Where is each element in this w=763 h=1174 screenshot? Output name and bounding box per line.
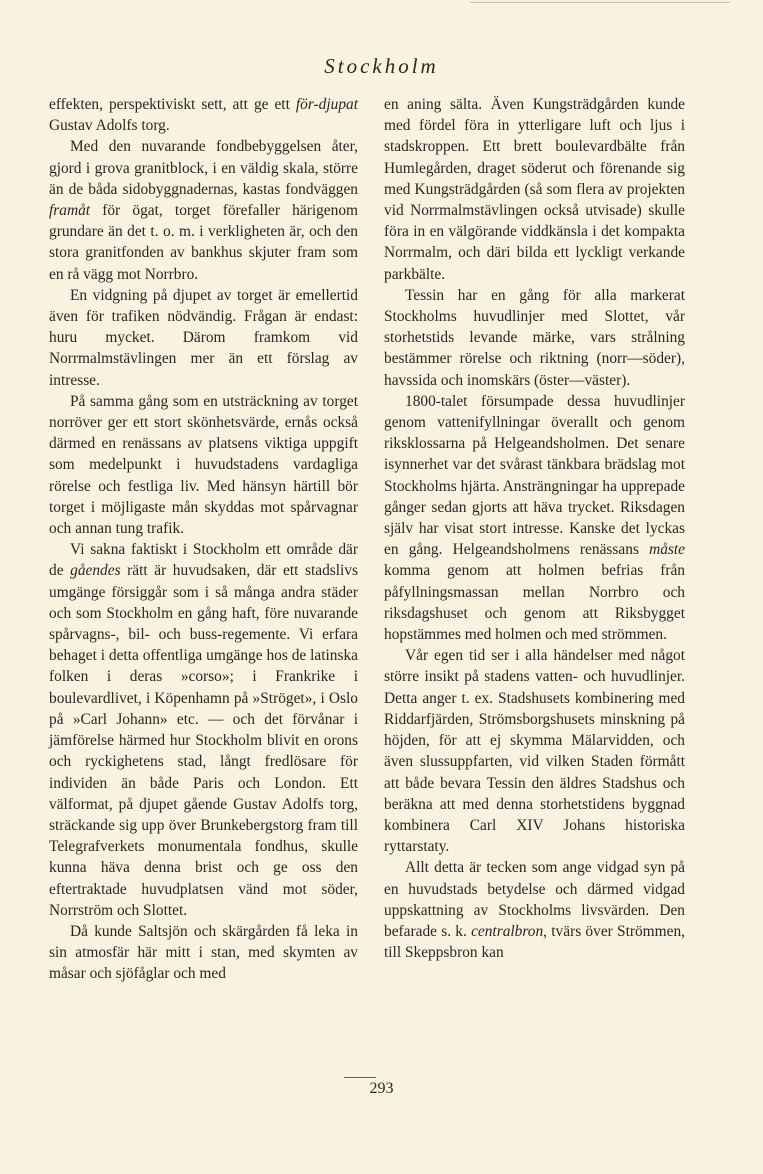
left-column: [49, 94, 358, 985]
paragraph: Med den nuvarande fondbebyggelsen åter, gjord i grova granitblock, i en väldig skala, större än de båda sidobyggnadernas, kastas fondväggen framåt för ögat, torget förefaller härigenom grundare än det t. o. m. i verkligheten är, och den stora granitfonden av bankhus skjuter fram som en rå vägg mot Norrbro.: [49, 138, 358, 283]
paragraph: effekten, perspektiviskt sett, att ge ett för-djupat Gustav Adolfs torg.: [49, 96, 358, 135]
right-column: [384, 94, 685, 963]
paragraph: Allt detta är tecken som ange vidgad syn på en huvudstads betydelse och därmed vidgad uppskattning av Stockholms livsvärden. Den befarade s. k. centralbron, tvärs över Strömmen, till Skeppsbron kan: [384, 859, 685, 962]
paragraph: Vår egen tid ser i alla händelser med något större insikt på stadens vatten- och huvudlinjer. Detta anger t. ex. Stadshusets kombinering med Riddarfjärden, Strömsborgshusets minskning på höjden, för att ej skymma Mälarvidden, och även slussuppfarten, vid vilken Staden förmått att både bevara Tessin den äldres Stadshus och beräkna att med denna storhetstidens byggnad kombinera Carl XIV Johans historiska ryttarstaty.: [384, 647, 685, 856]
paragraph: Tessin har en gång för alla markerat Stockholms huvudlinjer med Slottet, vår storhetstids levande märke, vars strålning bestämmer rörelse och riktning (norr—söder), havssida och inomskärs (öster—väster).: [384, 286, 685, 389]
running-head: Stockholm: [324, 54, 439, 78]
paragraph: Vi sakna faktiskt i Stockholm ett område där de gåendes rätt är huvudsaken, där ett stadslivs umgänge försiggår som i så många andra städer och som Stockholm en gång haft, före nuvarande spårvagns-, bil- och buss-regemente. Vi erfara behaget i detta offentliga umgänge hos de latinska folken i deras »corso»; i Frankrike i boulevardlivet, i Köpenhamn på »Ströget», i Oslo på »Carl Johann» etc. — och det förvånar i jämförelse härmed hur Stockholm blivit en orons och ryckighetens stad, långt fredlösare för individen än både Paris och London. Ett välformat, på djupet gående Gustav Adolfs torg, sträckande sig upp över Brunkebergstorg fram till Telegrafverkets monumentala fondhus, skulle kunna häva denna brist och ge oss den eftertraktade huvudplatsen vänd mot söder, Norrström och Slottet.: [49, 541, 358, 919]
page-number: 293: [369, 1080, 394, 1097]
paragraph: en aning sälta. Även Kungsträdgården kunde med fördel föra in ytterligare luft och ljus i stadskroppen. Ett brett boulevardbälte från Humlegården, draget söderut och förenande sig med Kungsträdgården (så som flera av projekten vid Norrmalmstävlingen också utvisade) skulle föra in en välgörande viddkänsla i det kompakta Norrmalm, och däri bilda ett lyckligt verkande parkbälte.: [384, 96, 685, 283]
paragraph: På samma gång som en utsträckning av torget norröver ger ett stort skönhetsvärde, ernås också därmed en renässans av platsens viktiga uppgift som medelpunkt i huvudstadens vardagliga rörelse och festliga liv. Med hänsyn härtill bör torget i möjligaste mån skyddas mot spårvagnar och annan tung trafik.: [49, 392, 358, 538]
paragraph: 1800-talet försumpade dessa huvudlinjer genom vattenifyllningar överallt och genom riksklossarna på Helgeandsholmen. Det senare isynnerhet var det svårast tänkbara brädslag mot Stockholms hjärta. Ansträngningar ha upprepade gånger sedan gjorts att häva trycket. Riksdagen själv har visat stort intresse. Kanske det lyckas en gång. Helgeandsholmens renässans måste komma genom att holmen befrias från påfyllningsmassan mellan Norrbro och riksdagshuset och genom att Riksbygget hopstämmes med holmen och med strömmen.: [384, 392, 685, 644]
paragraph: En vidgning på djupet av torget är emellertid även för trafiken nödvändig. Frågan är endast: huru mycket. Därom framkom vid Norrmalmstävlingen mer än ett förslag av intresse.: [49, 286, 358, 389]
paragraph: Då kunde Saltsjön och skärgården få leka in sin atmosfär här mitt i stan, med skymten av måsar och sjöfåglar och med: [49, 922, 358, 983]
top-edge-rule: [470, 2, 730, 3]
folio-rule: [344, 1077, 376, 1078]
